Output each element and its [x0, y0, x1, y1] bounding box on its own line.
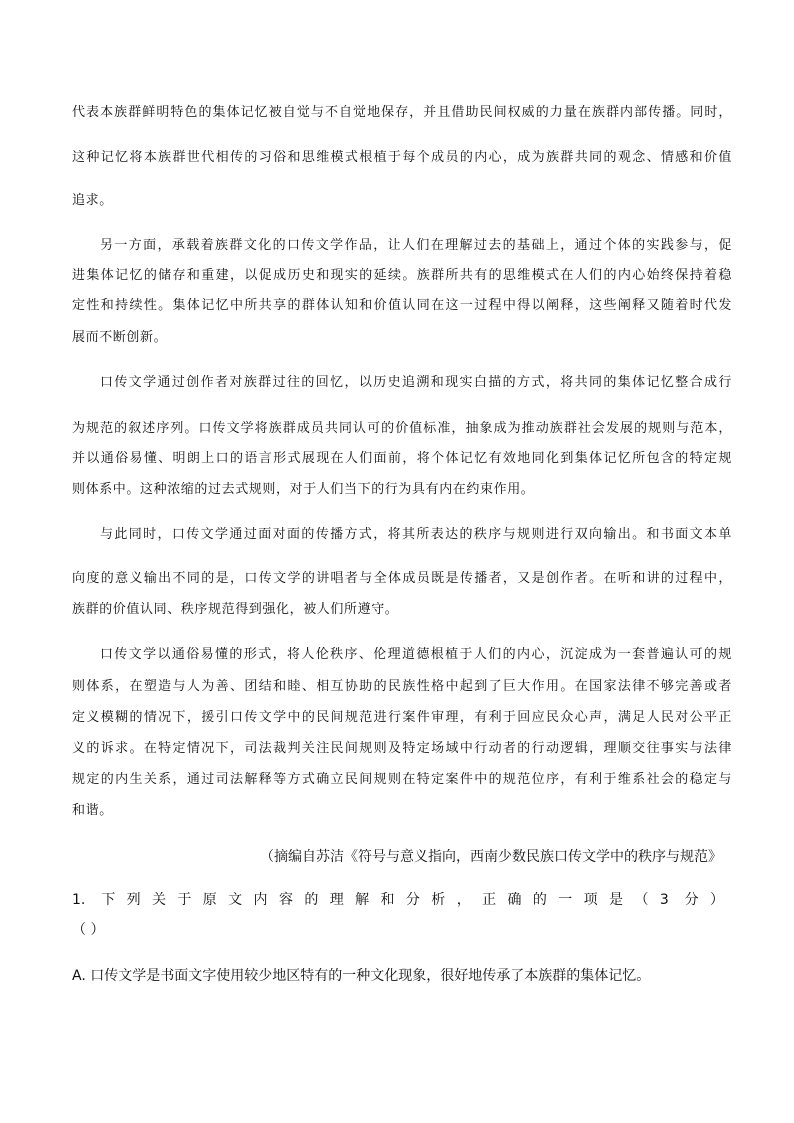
passage-line: 与此同时，口传文学通过面对面的传播方式，将其所表达的秩序与规则进行双向输出。和书面文本单 [100, 527, 732, 542]
passage-line: 族群的价值认同、秩序规范得到强化，被人们所遵守。 [72, 602, 399, 617]
passage-line: 为规范的叙述序列。口传文学将族群成员共同认可的价值标准，抽象成为推动族群社会发展的规则与范本， [72, 421, 732, 436]
passage-line: 规定的内生关系，通过司法解释等方式确立民间规则在特定案件中的规范位序，有利于维系社会的稳定与 [72, 772, 732, 787]
passage-line: 口传文学通过创作者对族群过往的回忆，以历史追溯和现实白描的方式，将共同的集体记忆整合成行 [100, 375, 732, 390]
passage-line: 追求。 [72, 193, 113, 208]
passage-line: 口传文学以通俗易懂的形式，将人伦秩序、伦理道德根植于人们的内心，沉淀成为一套普遍认可的规 [100, 647, 732, 662]
passage-line: 展而不断创新。 [72, 330, 168, 345]
passage-line: 和谐。 [72, 803, 113, 818]
passage-line: 另一方面，承载着族群文化的口传文学作品，让人们在理解过去的基础上，通过个体的实践参与，促 [100, 238, 732, 253]
passage-line: 则体系，在塑造与人为善、团结和睦、相互协助的民族性格中起到了巨大作用。在国家法律不够完善或者 [72, 679, 732, 694]
answer-blank: （ ） [72, 922, 105, 938]
passage-line: 则体系中。这种浓缩的过去式规则，对于人们当下的行为具有内在约束作用。 [72, 482, 535, 497]
passage-line: 定义模糊的情况下，援引口传文学中的民间规范进行案件审理，有利于回应民众心声，满足人民对公平正 [72, 710, 732, 725]
passage-line: 这种记忆将本族群世代相传的习俗和思维模式根植于每个成员的内心，成为族群共同的观念、情感和价值 [72, 150, 732, 165]
passage-line: 进集体记忆的储存和重建，以促成历史和现实的延续。族群所共有的思维模式在人们的内心始终保持着稳 [72, 268, 732, 283]
option-a: A. 口传文学是书面文字使用较少地区特有的一种文化现象，很好地传承了本族群的集体记忆。 [72, 968, 651, 984]
passage-line: 向度的意义输出不同的是，口传文学的讲唱者与全体成员既是传播者，又是创作者。在听和讲的过程中， [72, 571, 732, 586]
passage-line: 代表本族群鲜明特色的集体记忆被自觉与不自觉地保存，并且借助民间权威的力量在族群内部传播。同时， [72, 105, 732, 120]
source-citation: （摘编自苏洁《符号与意义指向，西南少数民族口传文学中的秩序与规范》 [260, 849, 722, 865]
question-stem: 1. 下列关于原文内容的理解和分析，正确的一项是（3 分） [72, 892, 724, 908]
passage-line: 并以通俗易懂、明朗上口的语言形式展现在人们面前，将个体记忆有效地同化到集体记忆所包含的特定规 [72, 451, 732, 466]
passage-line: 定性和持续性。集体记忆中所共享的群体认知和价值认同在这一过程中得以阐释，这些阐释又随着时代发 [72, 298, 732, 313]
passage-line: 义的诉求。在特定情况下，司法裁判关注民间规则及特定场域中行动者的行动逻辑，理顺交往事实与法律 [72, 741, 732, 756]
